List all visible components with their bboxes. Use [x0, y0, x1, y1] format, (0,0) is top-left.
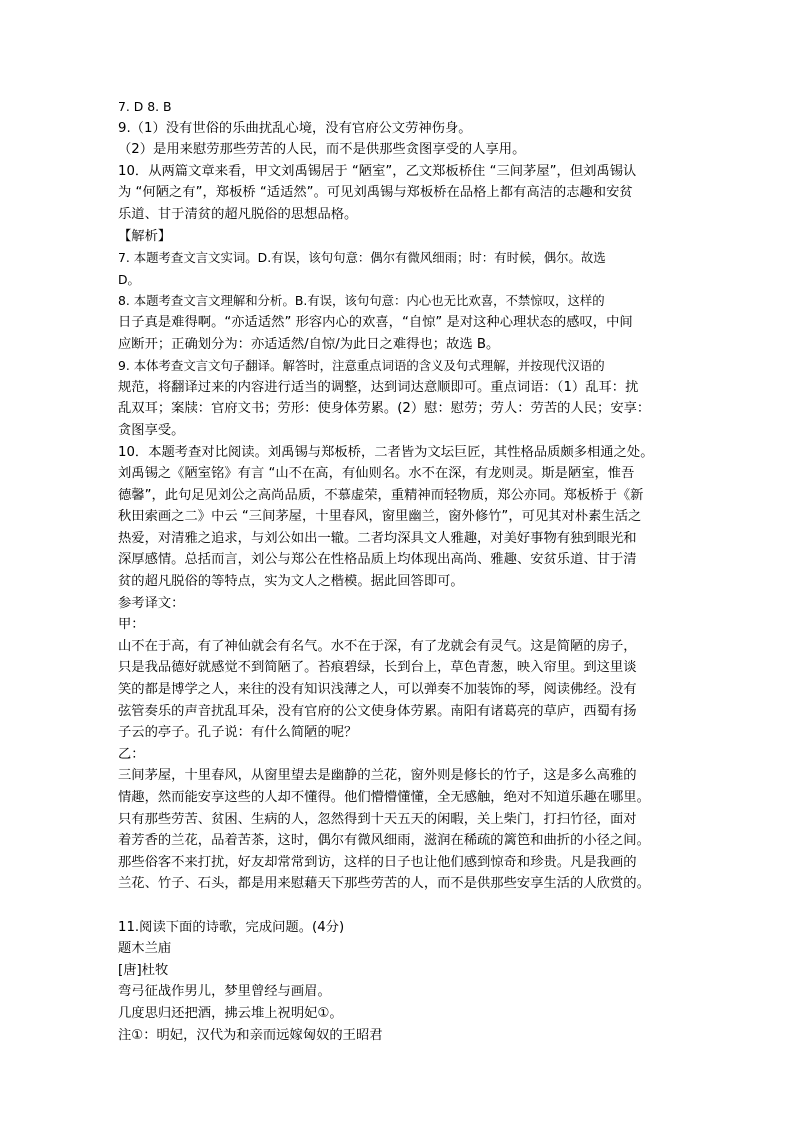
translation-yi-line: 着芳香的兰花，品着苦茶，这时，偶尔有微风细雨，滋润在稀疏的篱笆和曲折的小径之间。	[118, 833, 650, 849]
poem-title: 题木兰庙	[118, 941, 172, 957]
analysis-9-line: 9. 本体考查文言文句子翻译。解答时，注意重点词语的含义及句式理解，并按现代汉语的	[118, 358, 605, 374]
analysis-9-line: 规范，将翻译过来的内容进行适当的调整，达到词达意顺即可。重点词语：（1）乱耳：扰	[118, 379, 639, 395]
translation-yi-line: 三间茅屋，十里春风，从窗里望去是幽静的兰花，窗外则是修长的竹子，这是多么高雅的	[118, 768, 637, 784]
translation-jia-line: 只是我品德好就感觉不到简陋了。苔痕碧绿，长到台上，草色青葱，映入帘里。到这里谈	[118, 660, 637, 676]
poem-verse: 几度思归还把酒，拂云堆上祝明妃①。	[118, 1005, 343, 1021]
translation-yi-line: 那些俗客不来打扰，好友却常常到访，这样的日子也让他们感到惊奇和珍贵。凡是我画的	[118, 854, 637, 870]
question-11-prompt: 11.阅读下面的诗歌，完成问题。(4分)	[118, 919, 345, 935]
poem-note: 注①：明妃，汉代为和亲而远嫁匈奴的王昭君	[118, 1027, 383, 1043]
analysis-7-line: 7. 本题考查文言文实词。D.有误，该句句意：偶尔有微风细雨；时：有时候，偶尔。故选	[118, 250, 606, 266]
analysis-8-line: 应断开；正确划分为：亦适适然/自惊/为此日之难得也；故选 B。	[118, 336, 500, 352]
translation-yi-label: 乙：	[118, 746, 145, 762]
translation-yi-line: 只有那些劳苦、贫困、生病的人，忽然得到十天五天的闲暇，关上柴门，打扫竹径，面对	[118, 811, 637, 827]
analysis-10-line: 刘禹锡之《陋室铭》有言 “山不在高，有仙则名。水不在深，有龙则灵。斯是陋室，惟吾	[118, 466, 635, 482]
translation-jia-line: 弦管奏乐的声音扰乱耳朵，没有官府的公文使身体劳累。南阳有诸葛亮的草庐，西蜀有扬	[118, 703, 637, 719]
analysis-10-line: 德馨”，此句足见刘公之高尚品质，不慕虚荣，重精神而轻物质，郑公亦同。郑板桥于《新	[118, 487, 644, 503]
translation-jia-line: 笑的都是博学之人，来往的没有知识浅薄之人，可以弹奏不加装饰的琴，阅读佛经。没有	[118, 682, 637, 698]
analysis-8-line: 日子真是难得啊。“亦适适然” 形容内心的欢喜，“自惊” 是对这种心理状态的感叹，中间	[118, 314, 633, 330]
answer-10-line: 乐道、甘于清贫的超凡脱俗的思想品格。	[118, 206, 358, 222]
translation-jia-line: 山不在于高，有了神仙就会有名气。水不在于深，有了龙就会有灵气。这是简陋的房子，	[118, 638, 637, 654]
analysis-7-line: D。	[118, 271, 140, 287]
analysis-10-line: 10．本题考查对比阅读。刘禹锡与郑板桥，二者皆为文坛巨匠，其性格品质颇多相通之处。	[118, 444, 654, 460]
translation-heading: 参考译文：	[118, 595, 185, 611]
answer-10-line: 为 “何陋之有”，郑板桥 “适适然”。可见刘禹锡与郑板桥在品格上都有高洁的志趣和安贫	[118, 185, 633, 201]
analysis-heading: 【解析】	[118, 228, 172, 244]
translation-jia-label: 甲：	[118, 617, 145, 633]
analysis-10-line: 深厚感情。总括而言，刘公与郑公在性格品质上均体现出高尚、雅趣、安贫乐道、甘于清	[118, 552, 637, 568]
answer-9-1: 9.（1）没有世俗的乐曲扰乱心境，没有官府公文劳神伤身。	[118, 120, 472, 136]
spacer	[118, 895, 678, 917]
answer-9-2: （2）是用来慰劳那些劳苦的人民，而不是供那些贪图享受的人享用。	[118, 142, 526, 158]
analysis-10-line: 热爱，对清雅之追求，与刘公如出一辙。二者均深具文人雅趣，对美好事物有独到眼光和	[118, 530, 637, 546]
analysis-9-line: 乱双耳；案牍：官府文书；劳形：使身体劳累。(2）慰：慰劳；劳人：劳苦的人民；安享：	[118, 401, 651, 417]
analysis-9-line: 贪图享受。	[118, 422, 185, 438]
analysis-10-line: 秋田索画之二》中云 “三间茅屋，十里春风，窗里幽兰，窗外修竹”，可见其对朴素生活之	[118, 509, 642, 525]
poem-author: [唐]杜牧	[118, 962, 169, 978]
analysis-10-line: 贫的超凡脱俗的等特点，实为文人之楷模。据此回答即可。	[118, 574, 464, 590]
answer-10-line: 10．从两篇文章来看，甲文刘禹锡居于 “陋室”，乙文郑板桥住 “三间茅屋”，但刘禹锡认	[118, 163, 637, 179]
translation-yi-line: 情趣，然而能安享这些的人却不懂得。他们懵懵懂懂，全无感触，绝对不知道乐趣在哪里。	[118, 790, 650, 805]
translation-jia-line: 子云的亭子。孔子说：有什么简陋的呢？	[118, 725, 358, 741]
answer-7-8: 7. D 8. B	[118, 99, 172, 114]
translation-yi-line: 兰花、竹子、石头，都是用来慰藉天下那些劳苦的人，而不是供那些安享生活的人欣赏的。	[118, 876, 650, 892]
poem-verse: 弯弓征战作男儿，梦里曾经与画眉。	[118, 984, 331, 1000]
analysis-8-line: 8. 本题考查文言文理解和分析。B.有误，该句句意：内心也无比欢喜，不禁惊叹，这样的	[118, 293, 605, 309]
document-page	[118, 96, 678, 1046]
